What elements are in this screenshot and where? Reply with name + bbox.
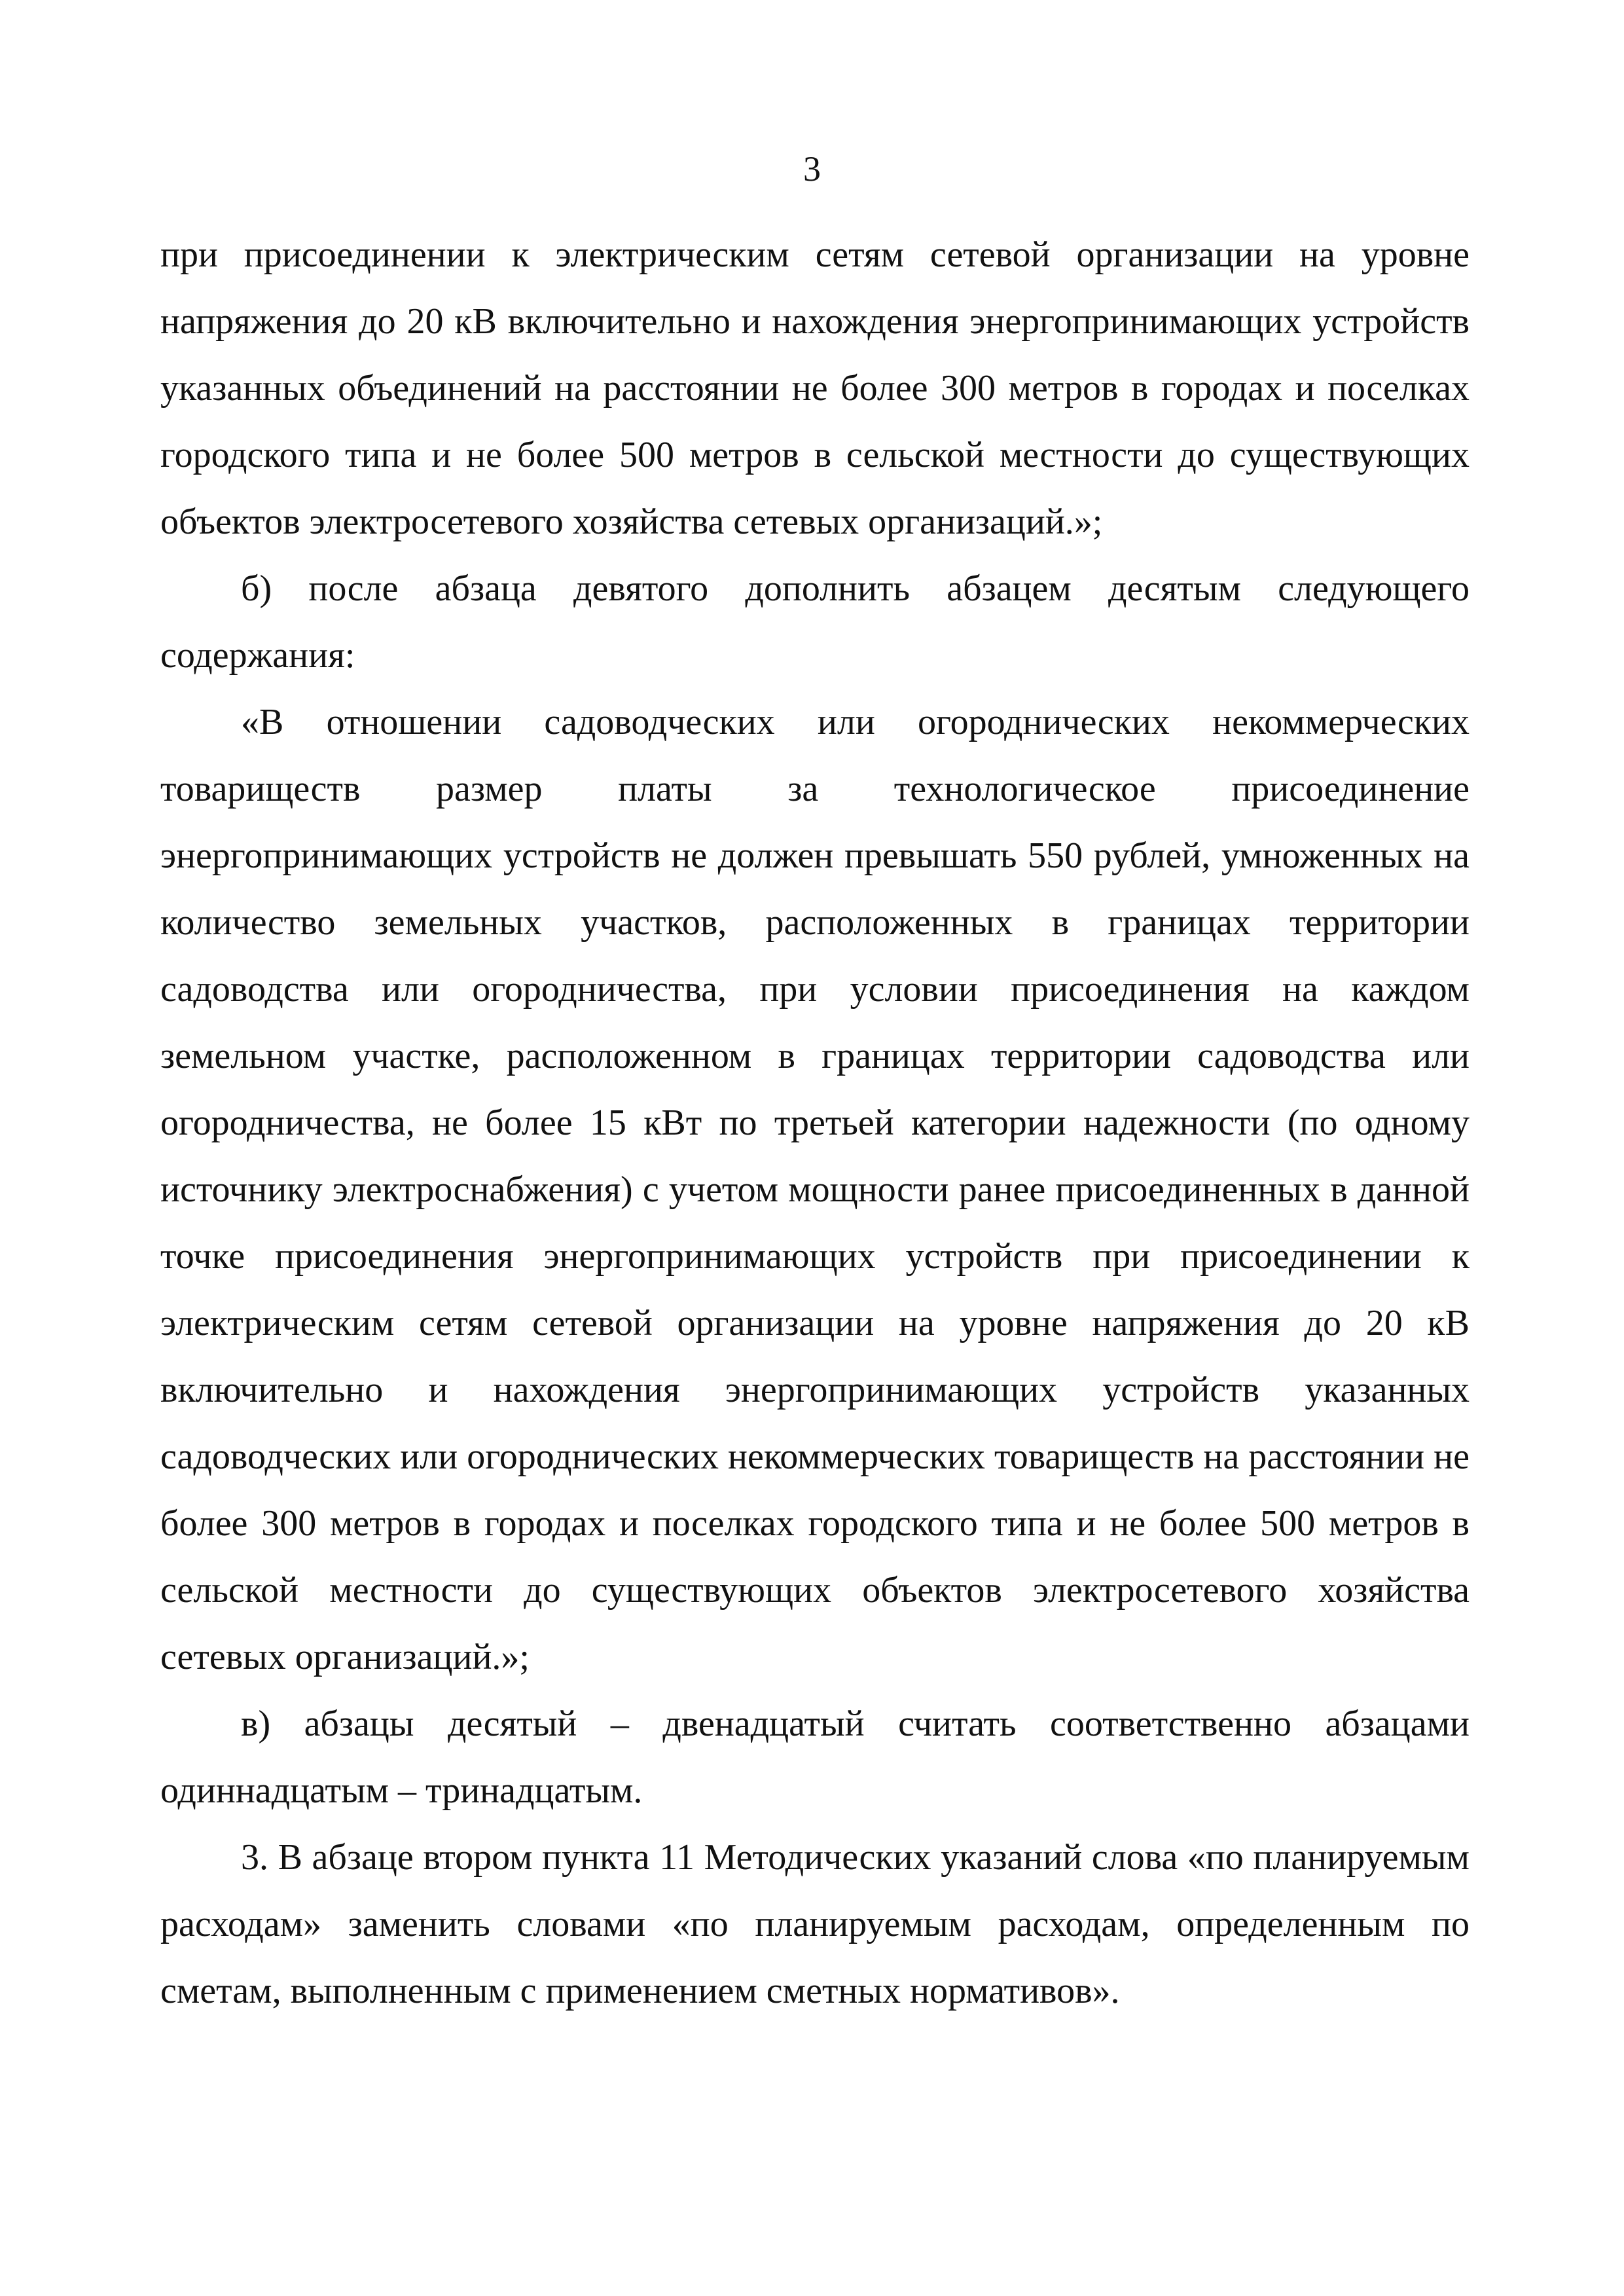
paragraph-quoted-insert: «В отношении садоводческих или огороднических некоммерческих товариществ размер платы за технологическое присоединение энергопринимающих устройств не должен превышать 550 рублей, умноженных на количество земельных участков, расположенных в границах территории садоводства или огородничества, при условии присоединения на каждом земельном участке, расположенном в границах территории садоводства или огородничества, не более 15 кВт по третьей категории надежности (по одному источнику электроснабжения) с учетом мощности ранее присоединенных в данной точке присоединения энергопринимающих устройств при присоединении к электрическим сетям сетевой организации на уровне напряжения до 20 кВ включительно и нахождения энергопринимающих устройств указанных садоводческих или огороднических некоммерческих товариществ на расстоянии не более 300 метров в городах и поселках городского типа и не более 500 метров в сельской местности до существующих объектов электросетевого хозяйства сетевых организаций.»; (160, 702, 1470, 1677)
page-number: 3 (803, 149, 821, 189)
paragraph-point-3: 3. В абзаце втором пункта 11 Методических указаний слова «по планируемым расходам» заменить словами «по планируемым расходам, определенным по сметам, выполненным с применением сметных нормативов». (160, 1837, 1470, 2011)
paragraph-item-b: б) после абзаца девятого дополнить абзацем десятым следующего содержания: (160, 568, 1470, 676)
paragraph-continuation: при присоединении к электрическим сетям сетевой организации на уровне напряжения до 20 кВ включительно и нахождения энергопринимающих устройств указанных объединений на расстоянии не более 300 метров в городах и поселках городского типа и не более 500 метров в сельской местности до существующих объектов электросетевого хозяйства сетевых организаций.»; (160, 234, 1470, 542)
document-body (160, 221, 1470, 2024)
paragraph-item-v: в) абзацы десятый – двенадцатый считать соответственно абзацами одиннадцатым – тринадцатым. (160, 1704, 1470, 1811)
